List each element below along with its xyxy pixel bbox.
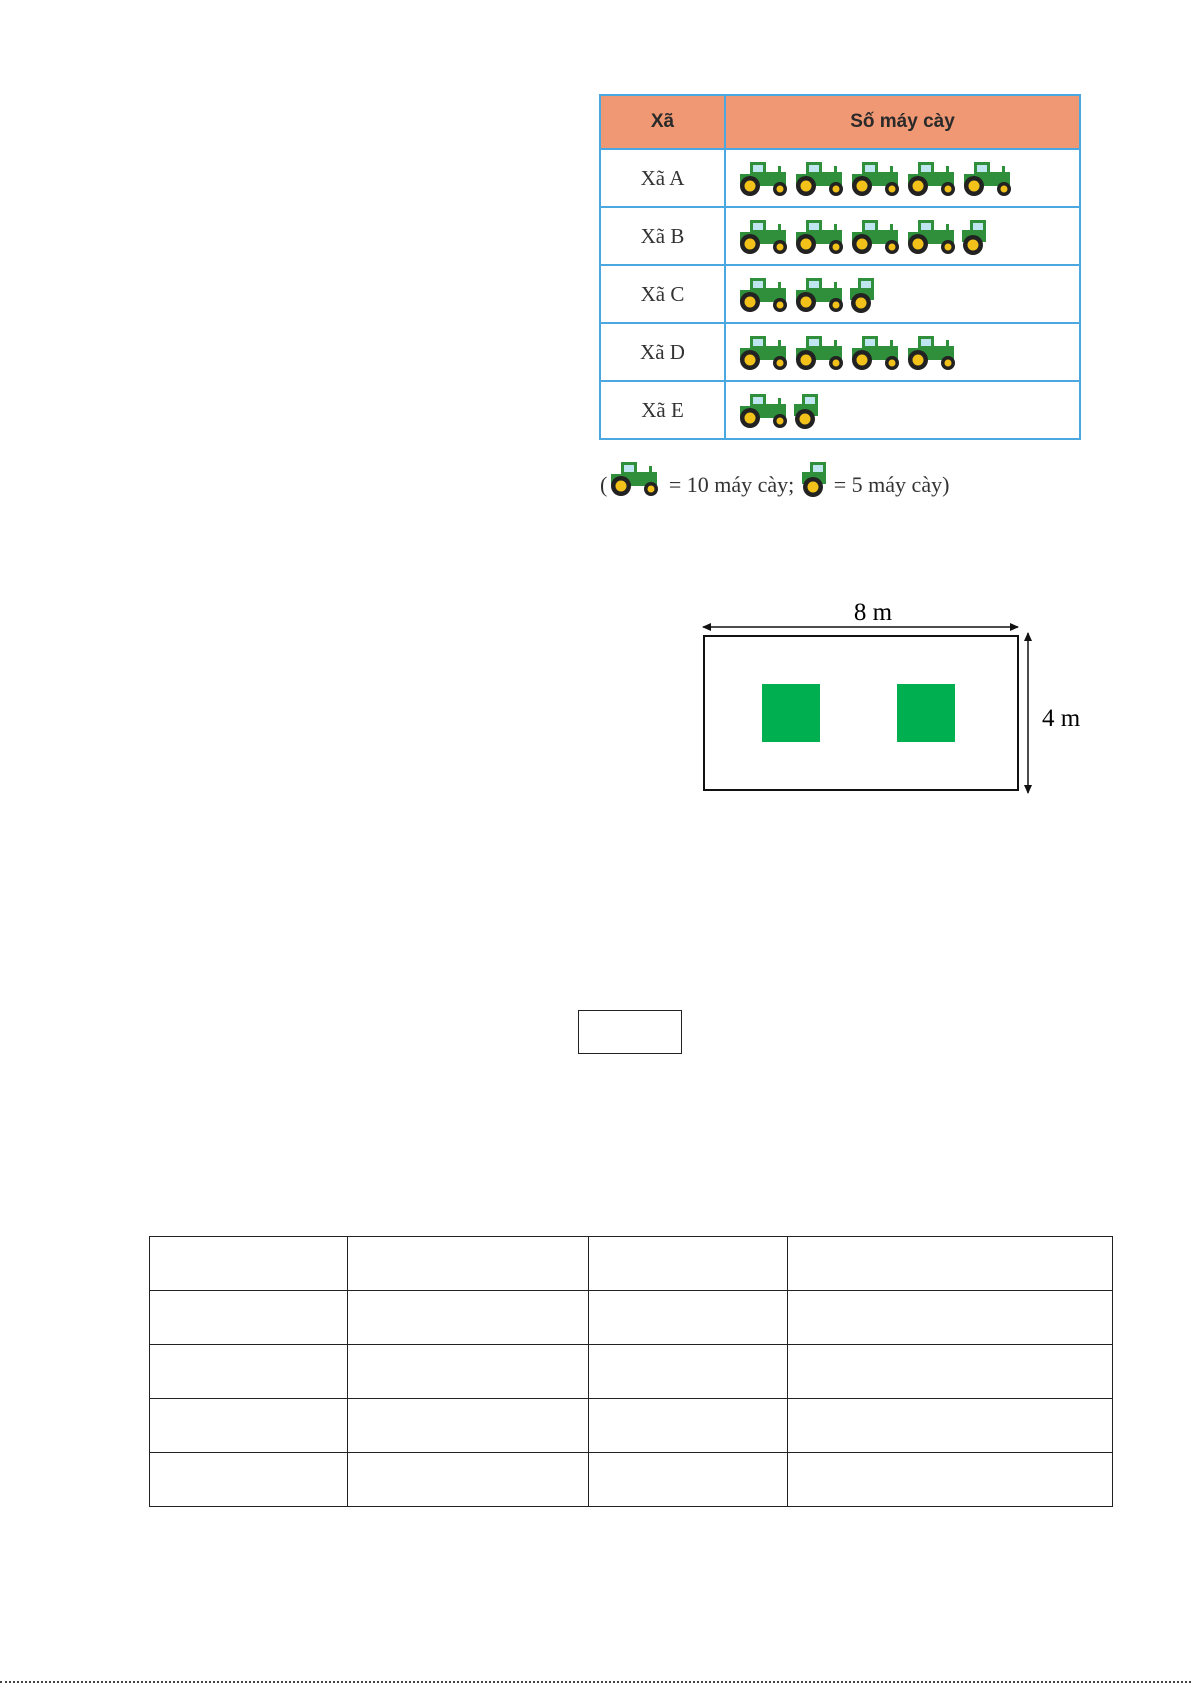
header-xa: Xã [600,95,725,149]
tractor-icon [848,158,904,198]
grid-cell[interactable] [788,1291,1113,1345]
pictograph-row [600,207,1080,265]
height-label: 4 m [1042,705,1081,732]
legend-full-text: = 10 máy cày; [668,472,795,497]
tractor-icon [736,158,792,198]
xa-name-cell: Xã C [600,265,725,323]
grid-cell[interactable] [589,1399,788,1453]
grid-cell[interactable] [348,1237,589,1291]
pictograph-table-container [599,94,1081,432]
grid-cell[interactable] [589,1291,788,1345]
answer-box[interactable] [578,1010,682,1054]
grid-cell[interactable] [589,1237,788,1291]
legend-open-paren: ( [600,472,608,497]
grid-cell[interactable] [348,1345,589,1399]
tractor-icon [607,472,663,497]
tractor-icon [792,274,848,314]
tractor-icon [848,216,904,256]
tractor-icon [848,332,904,372]
grid-row [150,1453,1113,1507]
tractor-icon [792,158,848,198]
tractor-icon [736,390,792,430]
pictograph-row [600,323,1080,381]
legend-half-text: = 5 máy cày) [833,472,950,497]
pictograph-legend [600,458,949,498]
grid-cell[interactable] [150,1291,348,1345]
grid-row [150,1399,1113,1453]
xa-name-cell: Xã B [600,207,725,265]
page-bottom-line [0,1681,1191,1683]
width-label: 8 m [853,600,893,626]
grid-cell[interactable] [150,1345,348,1399]
tractor-icons-cell [725,207,1080,265]
half-tractor-icon [800,472,834,497]
tractor-icon [736,216,792,256]
tractor-icon [736,274,792,314]
tractor-icons-cell [725,381,1080,439]
tractor-icon [960,158,1016,198]
grid-cell[interactable] [788,1345,1113,1399]
grid-cell[interactable] [150,1399,348,1453]
grid-cell[interactable] [788,1453,1113,1507]
garden-rectangle [704,636,1018,790]
pictograph-table [599,94,1081,440]
tractor-icon [792,332,848,372]
grid-cell[interactable] [788,1237,1113,1291]
pictograph-row [600,149,1080,207]
grid-cell[interactable] [788,1399,1113,1453]
grid-cell[interactable] [150,1237,348,1291]
grid-cell[interactable] [150,1453,348,1507]
tractor-icon [736,332,792,372]
grid-row [150,1237,1113,1291]
half-tractor-icon [792,390,826,430]
grid-cell[interactable] [589,1453,788,1507]
garden-diagram [700,600,1090,800]
grid-cell[interactable] [589,1345,788,1399]
tractor-icon [904,158,960,198]
tractor-icon [792,216,848,256]
grid-cell[interactable] [348,1291,589,1345]
tractor-icons-cell [725,265,1080,323]
grid-cell[interactable] [348,1453,589,1507]
tractor-icon [607,458,663,498]
pictograph-row [600,381,1080,439]
empty-table [149,1236,1113,1507]
green-square-right [897,684,955,742]
xa-name-cell: Xã E [600,381,725,439]
half-tractor-icon [800,458,834,498]
grid-row [150,1345,1113,1399]
xa-name-cell: Xã D [600,323,725,381]
xa-name-cell: Xã A [600,149,725,207]
grid-cell[interactable] [348,1399,589,1453]
pictograph-row [600,265,1080,323]
grid-row [150,1291,1113,1345]
half-tractor-icon [960,216,994,256]
header-so-may-cay: Số máy cày [725,95,1080,149]
tractor-icons-cell [725,323,1080,381]
tractor-icons-cell [725,149,1080,207]
tractor-icon [904,332,960,372]
green-square-left [762,684,820,742]
half-tractor-icon [848,274,882,314]
tractor-icon [904,216,960,256]
